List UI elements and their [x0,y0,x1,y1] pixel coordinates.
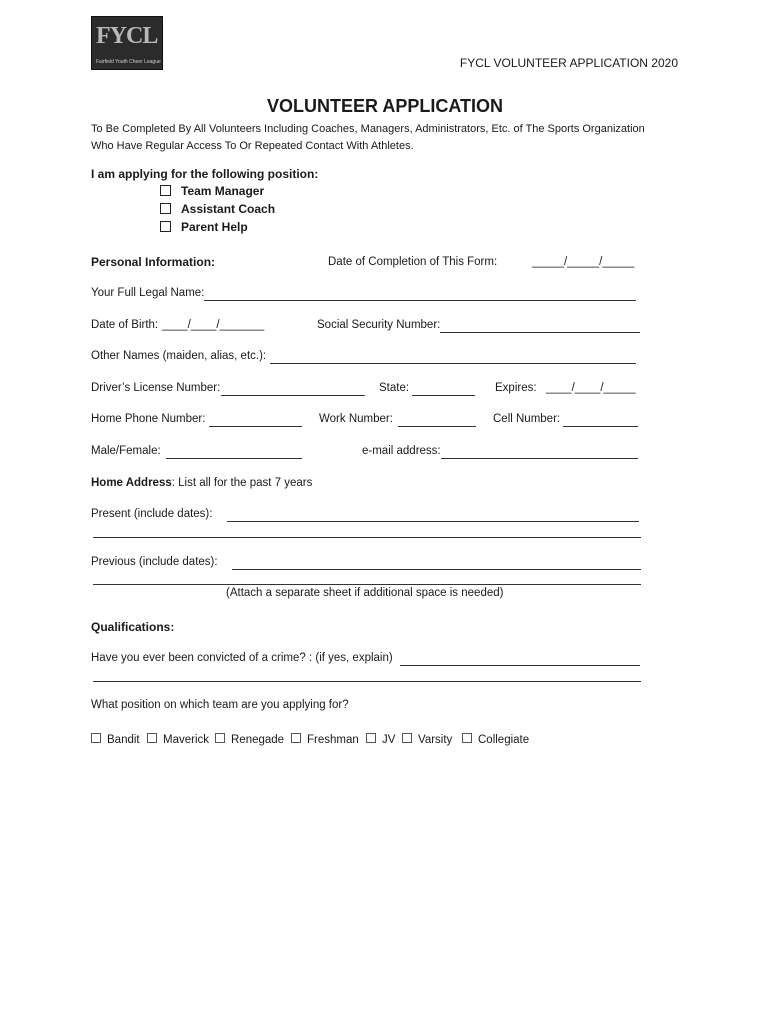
logo-subtext: Fairfield Youth Cheer League [96,59,161,65]
team-label: Varsity [418,734,453,746]
team-label: Bandit [107,734,140,746]
crime-explanation-field-line-2[interactable] [93,681,641,682]
legal-name-field[interactable] [204,300,636,301]
position-option-assistant-coach[interactable] [160,202,275,216]
home-phone-label: Home Phone Number: [91,413,206,425]
option-label: Team Manager [181,184,265,198]
team-option-varsity[interactable] [402,733,452,746]
previous-address-field-line-2[interactable] [93,584,641,585]
checkbox-icon[interactable] [147,733,157,743]
home-phone-field[interactable] [209,426,302,427]
additional-space-note: (Attach a separate sheet if additional space is needed) [226,587,504,599]
checkbox-icon[interactable] [160,221,171,232]
previous-address-field[interactable] [232,569,641,570]
checkbox-icon[interactable] [215,733,225,743]
fycl-logo [91,16,163,70]
other-names-label: Other Names (maiden, alias, etc.): [91,350,267,362]
gender-field[interactable] [166,458,302,459]
completion-date-field[interactable]: _____/_____/_____ [532,256,635,268]
drivers-license-field[interactable] [221,395,365,396]
home-address-instruction: : List all for the past 7 years [171,477,313,489]
ssn-field[interactable] [440,332,640,333]
team-option-renegade[interactable] [215,733,284,746]
legal-name-label: Your Full Legal Name: [91,287,205,299]
crime-explanation-field[interactable] [400,665,640,666]
team-label: Collegiate [478,734,530,746]
other-names-field[interactable] [270,363,636,364]
personal-info-heading: Personal Information: [91,255,216,269]
checkbox-icon[interactable] [291,733,301,743]
team-option-collegiate[interactable] [462,733,529,746]
intro-text [91,121,691,155]
page-title: VOLUNTEER APPLICATION [266,96,503,116]
expires-field[interactable]: ____/____/_____ [546,382,636,394]
gender-label: Male/Female: [91,445,161,457]
intro-line-2: Who Have Regular Access To Or Repeated Contact With Athletes. [91,140,414,152]
cell-number-label: Cell Number: [493,413,561,425]
crime-question-label: Have you ever been convicted of a crime? : (if yes, explain) [91,652,393,664]
qualifications-heading: Qualifications: [91,620,175,634]
team-option-maverick[interactable] [147,733,209,746]
dob-label: Date of Birth: [91,319,159,331]
checkbox-icon[interactable] [91,733,101,743]
position-heading: I am applying for the following position: [91,167,319,181]
position-option-team-manager[interactable] [160,184,264,198]
present-address-field[interactable] [227,521,639,522]
team-label: Freshman [307,734,359,746]
team-option-bandit[interactable] [91,733,140,746]
team-label: JV [382,734,396,746]
home-address-heading [91,477,312,489]
work-number-field[interactable] [398,426,476,427]
intro-line-1: To Be Completed By All Volunteers Including Coaches, Managers, Administrators, Etc. of The Sports Organization [91,123,645,135]
state-label: State: [379,382,410,394]
expires-label: Expires: [495,382,537,394]
work-number-label: Work Number: [319,413,393,425]
team-label: Maverick [163,734,210,746]
team-label: Renegade [231,734,285,746]
home-address-title: Home Address [91,477,172,489]
option-label: Parent Help [181,220,248,234]
completion-date-label: Date of Completion of This Form: [328,256,498,268]
checkbox-icon[interactable] [366,733,376,743]
email-label: e-mail address: [362,445,441,457]
checkbox-icon[interactable] [402,733,412,743]
drivers-license-label: Driver’s License Number: [91,382,221,394]
present-address-label: Present (include dates): [91,508,213,520]
option-label: Assistant Coach [181,202,276,216]
ssn-label: Social Security Number: [317,319,441,331]
cell-number-field[interactable] [563,426,638,427]
present-address-field-line-2[interactable] [93,537,641,538]
dob-field[interactable]: ____/____/_______ [162,319,265,331]
previous-address-label: Previous (include dates): [91,556,218,568]
logo-text: FYCL [96,23,158,49]
state-field[interactable] [412,395,475,396]
checkbox-icon[interactable] [462,733,472,743]
team-option-jv[interactable] [366,733,395,746]
position-option-parent-help[interactable] [160,220,248,234]
team-question-label: What position on which team are you applying for? [91,699,349,711]
email-field[interactable] [441,458,638,459]
team-option-freshman[interactable] [291,733,359,746]
document-header: FYCL VOLUNTEER APPLICATION 2020 [459,56,678,70]
checkbox-icon[interactable] [160,203,171,214]
checkbox-icon[interactable] [160,185,171,196]
